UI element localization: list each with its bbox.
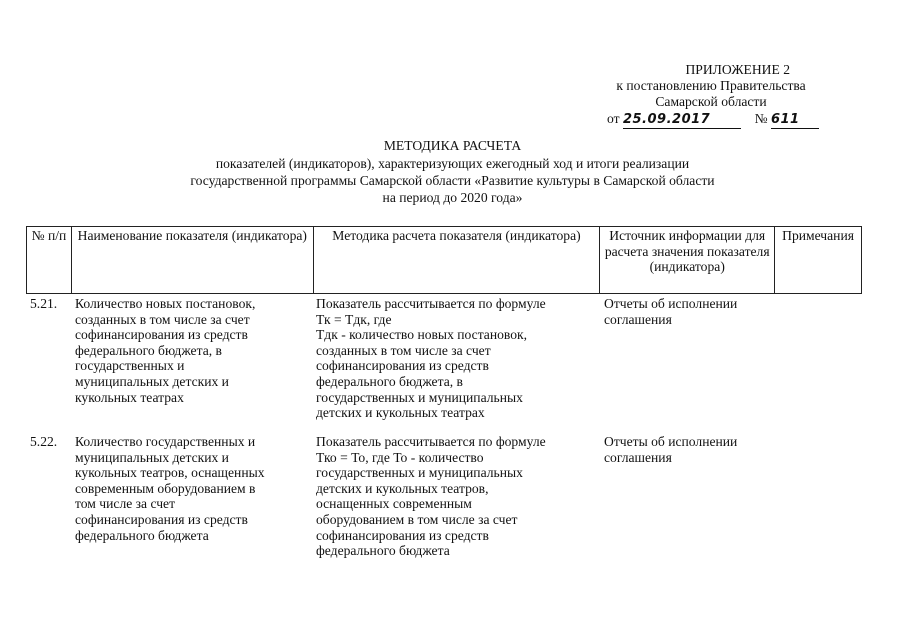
appendix-title: ПРИЛОЖЕНИЕ 2 — [685, 62, 790, 77]
appendix-resolution-line: к постановлению Правительства — [616, 78, 806, 93]
document-subtitle-line-3: на период до 2020 года» — [382, 190, 523, 205]
row-information-source: Отчеты об исполнении соглашения — [604, 434, 738, 465]
row-information-source: Отчеты об исполнении соглашения — [604, 296, 738, 327]
date-prefix: от — [607, 111, 620, 126]
row-indicator-name: Количество государственных и муниципальных детских и кукольных театров, оснащенных современным оборудованием в том числе за счет софинансирования из средств федерального бюджета — [75, 434, 265, 543]
row-calculation-method: Показатель рассчитывается по формуле Тк = Тдк, где Тдк - количество новых постановок, созданных в том числе за счет софинансирования из средств федерального бюджета, в государственных и муниципальных детских и кукольных театрах — [316, 296, 546, 421]
row-indicator-name: Количество новых постановок, созданных в том числе за счет софинансирования из средств федерального бюджета, в государственных и муниципальных детских и кукольных театрах — [75, 296, 256, 405]
header-number: № п/п — [27, 227, 72, 293]
row-calculation-method: Показатель рассчитывается по формуле Тко = То, где То - количество государственных и муниципальных детских и кукольных театров, оснащенных современным оборудованием в том числе за счет софинансирования из средств федерального бюджета — [316, 434, 546, 559]
document-subtitle-line-2: государственной программы Самарской области «Развитие культуры в Самарской области — [190, 173, 715, 188]
header-calculation-method: Методика расчета показателя (индикатора) — [314, 227, 601, 293]
header-information-source: Источник информации для расчета значения показателя (индикатора) — [600, 227, 775, 293]
header-indicator-name: Наименование показателя (индикатора) — [72, 227, 314, 293]
row-number: 5.22. — [30, 434, 58, 449]
handwritten-date: 25.09.2017 — [622, 112, 711, 127]
appendix-region-line: Самарской области — [655, 94, 767, 109]
row-number: 5.21. — [30, 296, 58, 311]
handwritten-number: 611 — [770, 112, 800, 127]
document-subtitle-line-1: показателей (индикаторов), характеризующих ежегодный ход и итоги реализации — [215, 156, 690, 171]
document-title: МЕТОДИКА РАСЧЕТА — [383, 138, 522, 153]
header-notes: Примечания — [775, 227, 862, 293]
table-header — [26, 226, 862, 294]
appendix-date-number-line — [607, 111, 823, 129]
number-prefix: № — [754, 111, 768, 126]
